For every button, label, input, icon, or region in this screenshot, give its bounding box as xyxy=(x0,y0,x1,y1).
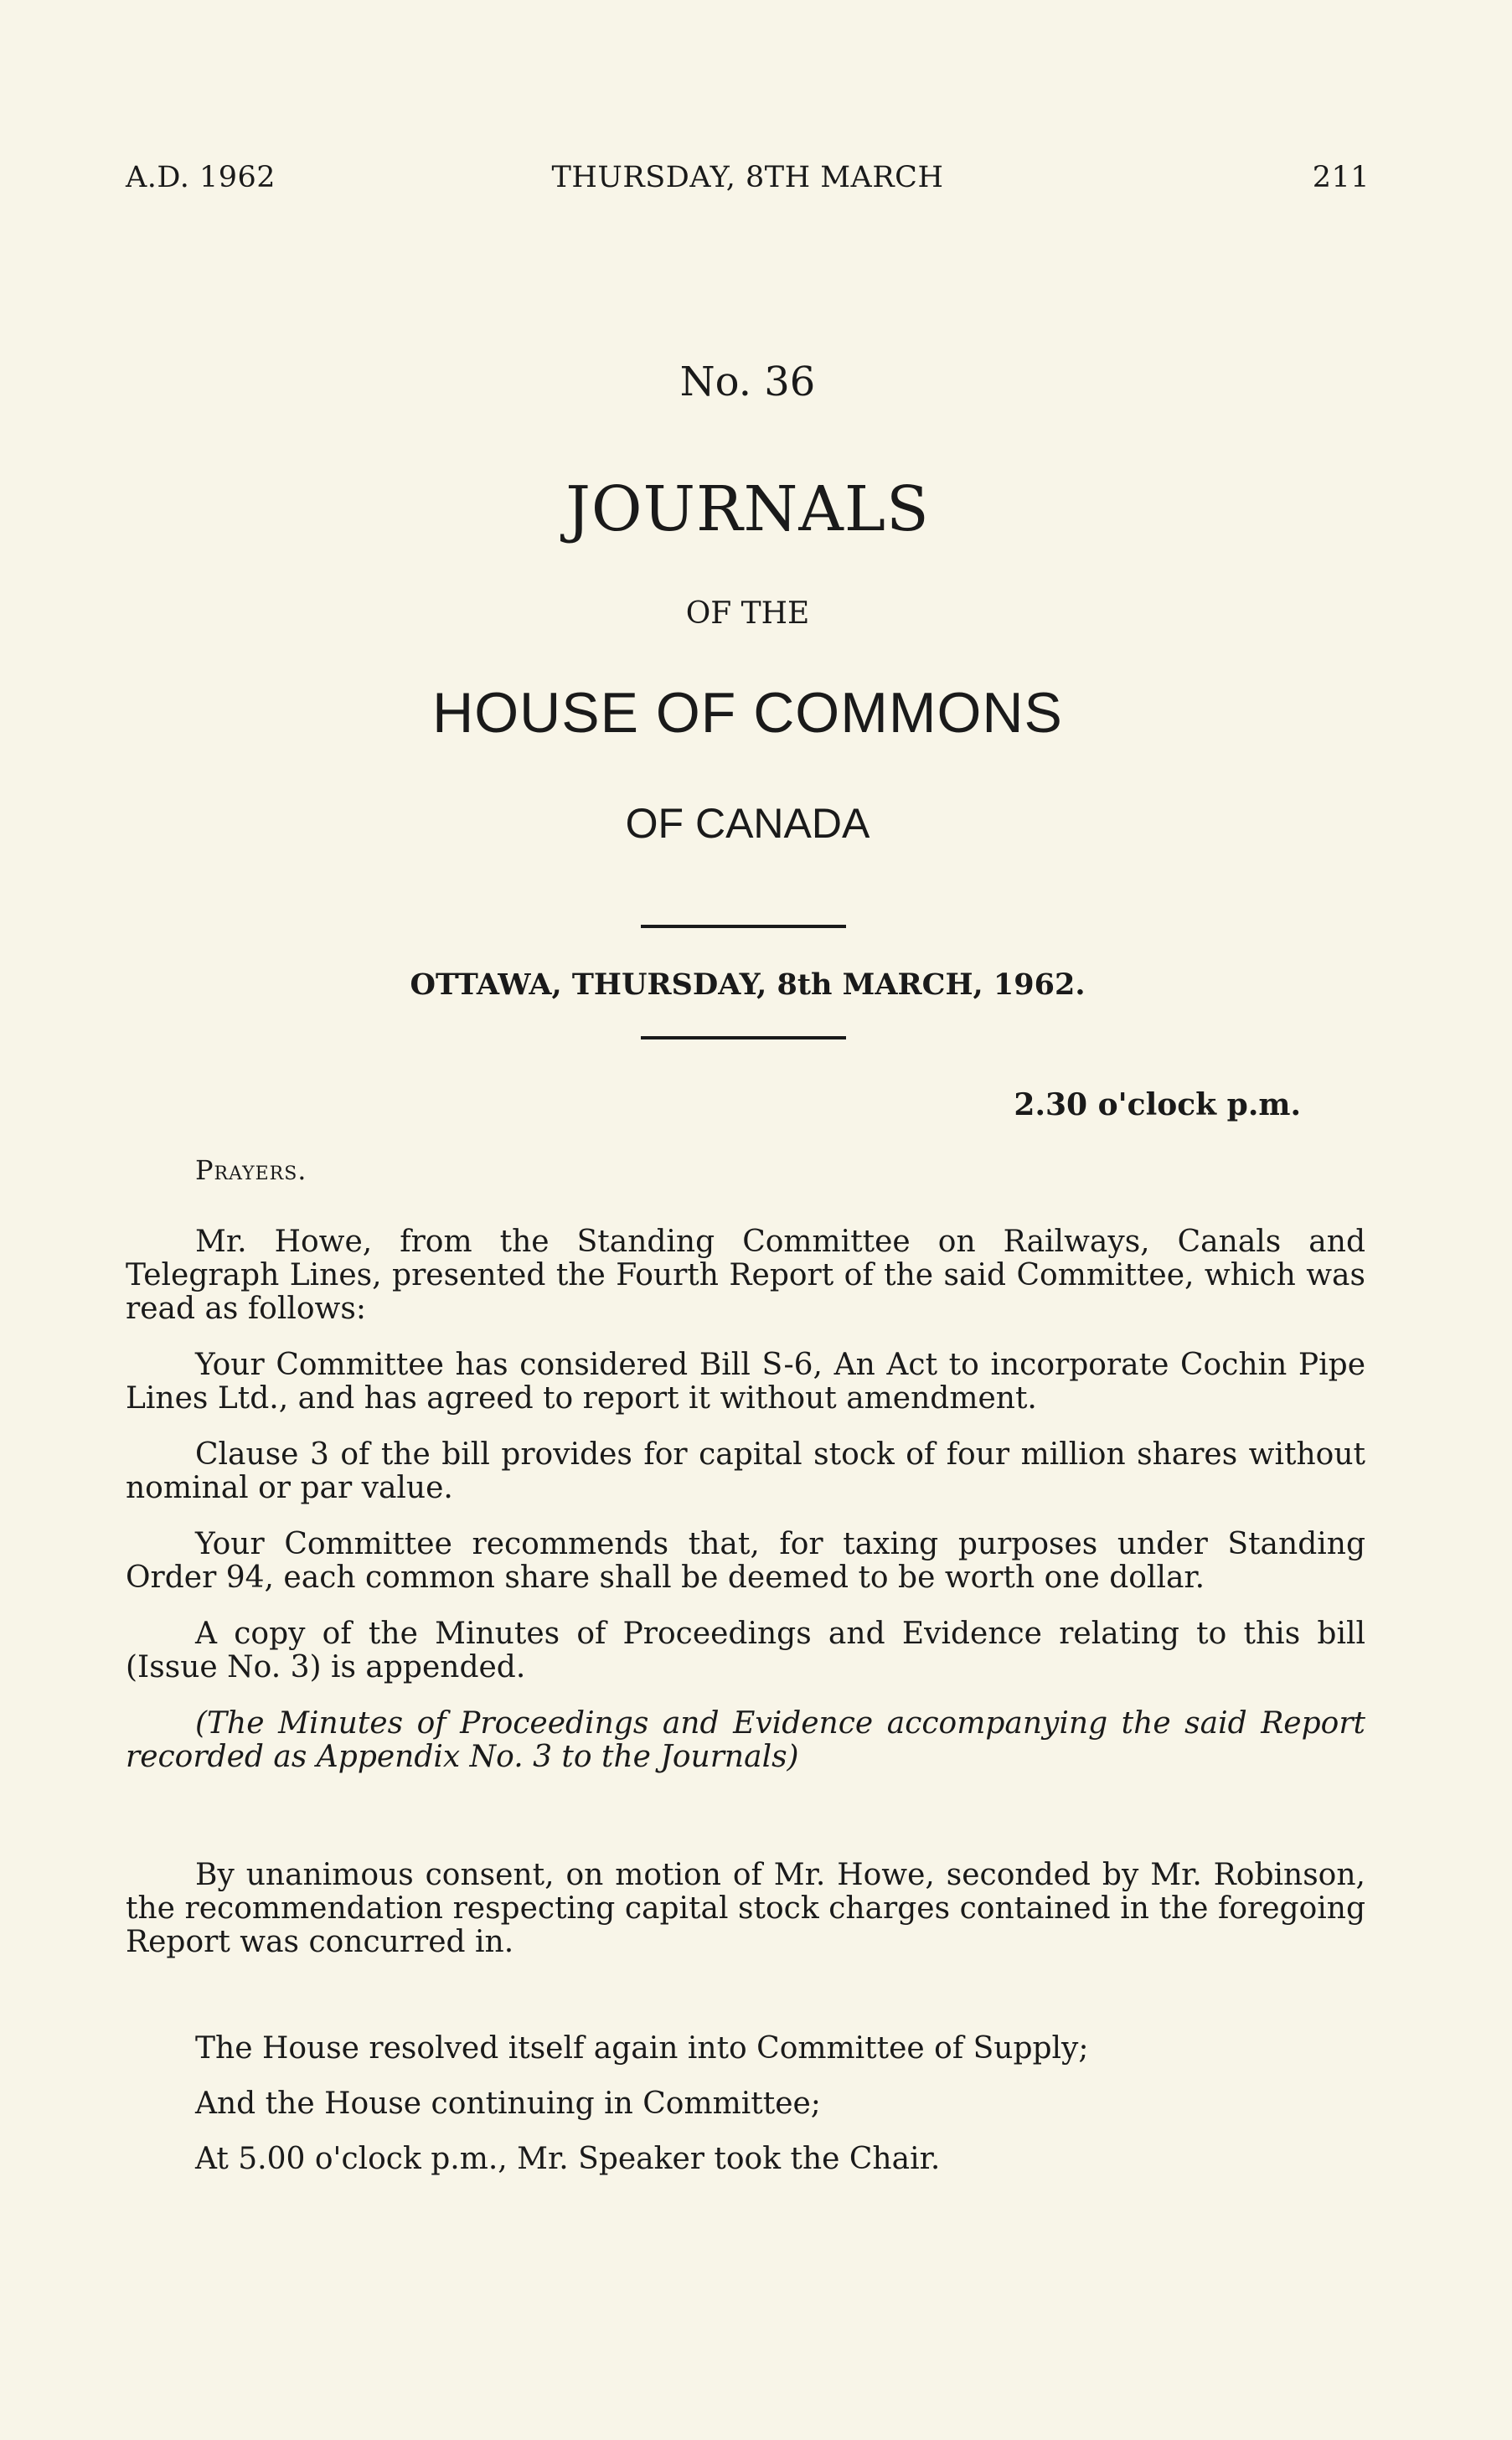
page-number: 211 xyxy=(1312,161,1370,194)
header-date: THURSDAY, 8TH MARCH xyxy=(551,161,944,194)
journals-title: JOURNALS xyxy=(565,473,930,545)
house-of-commons-title: HOUSE OF COMMONS xyxy=(432,681,1063,745)
divider-rule xyxy=(641,1036,846,1039)
paragraph: Your Committee has considered Bill S-6, An Act to incorporate Cochin Pipe Lines Ltd., and has agreed to report it without amendment. xyxy=(126,1348,1365,1416)
header-year: A.D. 1962 xyxy=(126,161,276,194)
prayers-heading: Prayers. xyxy=(195,1154,307,1186)
running-header xyxy=(126,161,1370,198)
closing-line: The House resolved itself again into Committee of Supply; xyxy=(195,2031,1089,2066)
paragraph: By unanimous consent, on motion of Mr. Howe, seconded by Mr. Robinson, the recommendation respecting capital stock charges contained in the foregoing Report was concurred in. xyxy=(126,1858,1365,1959)
of-the-subtitle: OF THE xyxy=(685,596,810,631)
closing-line: At 5.00 o'clock p.m., Mr. Speaker took the Chair. xyxy=(195,2142,941,2176)
of-canada-subtitle: OF CANADA xyxy=(625,800,870,847)
divider-rule xyxy=(641,925,846,928)
journal-number: No. 36 xyxy=(679,359,816,405)
sitting-time: 2.30 o'clock p.m. xyxy=(1014,1087,1301,1122)
paragraph: Your Committee recommends that, for taxing purposes under Standing Order 94, each common share shall be deemed to be worth one dollar. xyxy=(126,1527,1365,1595)
paragraph: A copy of the Minutes of Proceedings and Evidence relating to this bill (Issue No. 3) is appended. xyxy=(126,1617,1365,1684)
dateline: OTTAWA, THURSDAY, 8th MARCH, 1962. xyxy=(410,967,1086,1002)
appendix-note: (The Minutes of Proceedings and Evidence accompanying the said Report recorded as Appendix No. 3 to the Journals) xyxy=(126,1706,1365,1774)
closing-line: And the House continuing in Committee; xyxy=(195,2087,821,2121)
paragraph: Mr. Howe, from the Standing Committee on Railways, Canals and Telegraph Lines, presented the Fourth Report of the said Committee, which was read as follows: xyxy=(126,1225,1365,1326)
paragraph: Clause 3 of the bill provides for capital stock of four million shares without nominal or par value. xyxy=(126,1437,1365,1505)
